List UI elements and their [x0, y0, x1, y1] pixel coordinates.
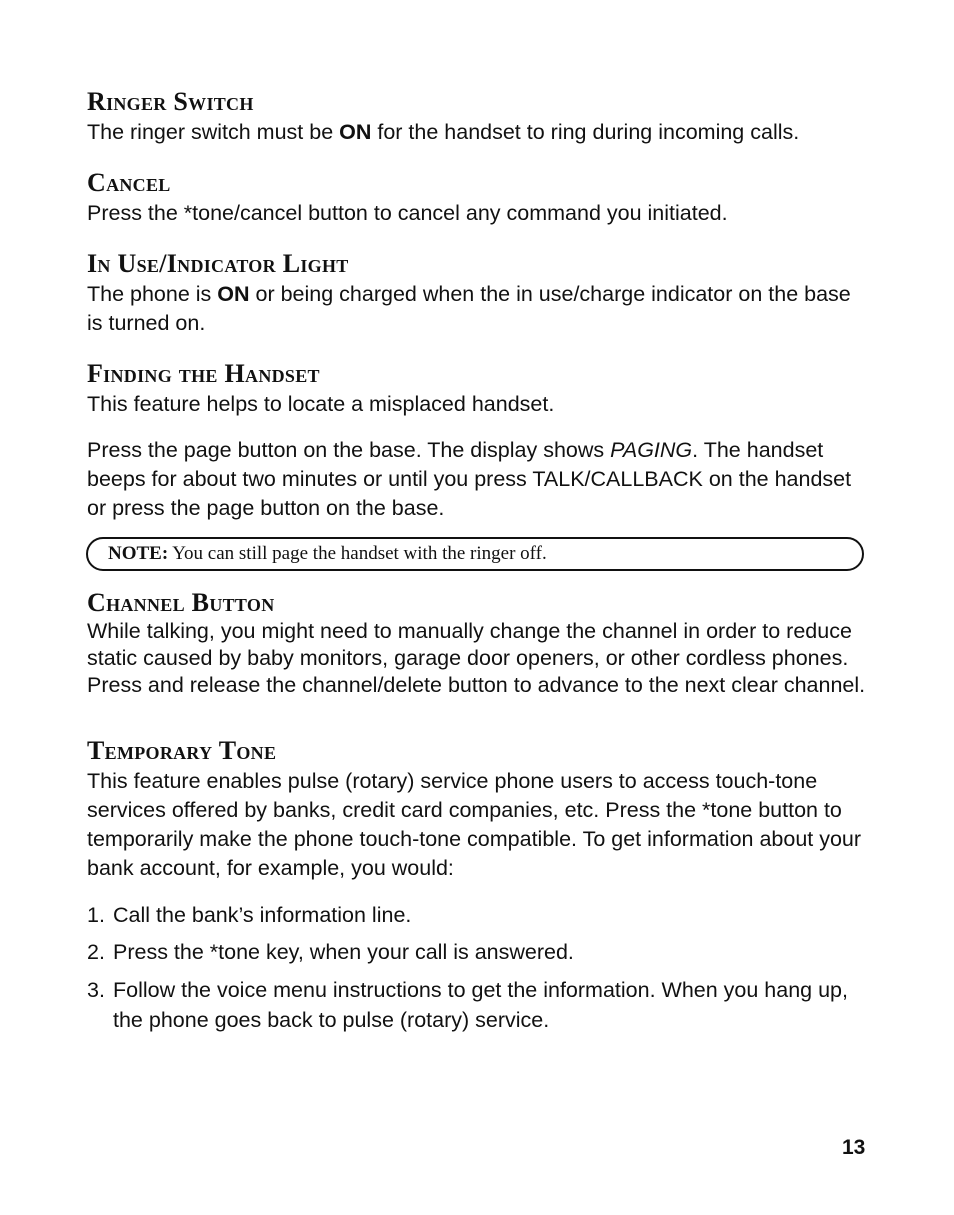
emphasis-on: ON — [217, 282, 250, 306]
heading-channel-button: Channel Button — [87, 588, 275, 617]
step-number: 3. — [87, 978, 105, 1002]
paragraph-temporary-tone: This feature enables pulse (rotary) service phone users to access touch-tone services offered by banks, credit card companies, etc. Press the *tone button to temporarily make the phone touch-tone compatible. To get information about your bank account, for example, you would: — [87, 769, 862, 880]
heading-cancel: Cancel — [87, 168, 171, 197]
paragraph-finding-instructions — [87, 436, 867, 523]
text-segment: The ringer switch must be — [87, 120, 340, 144]
step-text: Call the bank’s information line. — [113, 903, 412, 927]
display-paging: PAGING — [610, 438, 693, 462]
step-text: Follow the voice menu instructions to get the information. When you hang up, the phone goes back to pulse (rotary) service. — [113, 978, 848, 1032]
heading-in-use-indicator-light: In Use/Indicator Light — [87, 249, 349, 278]
note-label: NOTE: — [108, 543, 169, 564]
heading-ringer-switch: Ringer Switch — [87, 87, 254, 116]
step-number: 2. — [87, 940, 105, 964]
paragraph-ringer-switch — [87, 118, 867, 147]
step-number: 1. — [87, 903, 105, 927]
text-segment: The phone is — [87, 282, 218, 306]
emphasis-on: ON — [339, 120, 372, 144]
note-box — [86, 537, 864, 571]
list-item — [87, 900, 867, 930]
page-number: 13 — [842, 1136, 866, 1159]
paragraph-channel: While talking, you might need to manually change the channel in order to reduce static caused by baby monitors, garage door openers, or other cordless phones. Press and release the channel/delete button to advance to the next clear channel. — [87, 619, 866, 697]
list-item — [87, 937, 867, 967]
text-segment: Press the page button on the base. The display shows — [87, 438, 611, 462]
step-text: Press the *tone key, when your call is answered. — [113, 940, 574, 964]
list-item — [87, 975, 867, 1035]
text-segment: for the handset to ring during incoming calls. — [371, 120, 800, 144]
note-text: You can still page the handset with the ringer off. — [168, 543, 547, 564]
heading-temporary-tone: Temporary Tone — [87, 736, 277, 765]
text-segment: . The handset beeps for about two minutes or until you press TALK/CALLBACK on the handset or press the page button on the base. — [87, 438, 852, 520]
heading-finding-handset: Finding the Handset — [87, 359, 320, 388]
paragraph-cancel: Press the *tone/cancel button to cancel any command you initiated. — [87, 201, 728, 225]
paragraph-finding-intro: This feature helps to locate a misplaced handset. — [87, 392, 555, 416]
paragraph-in-use — [87, 280, 867, 338]
text-segment: or being charged when the in use/charge indicator on the base is turned on. — [87, 282, 851, 335]
